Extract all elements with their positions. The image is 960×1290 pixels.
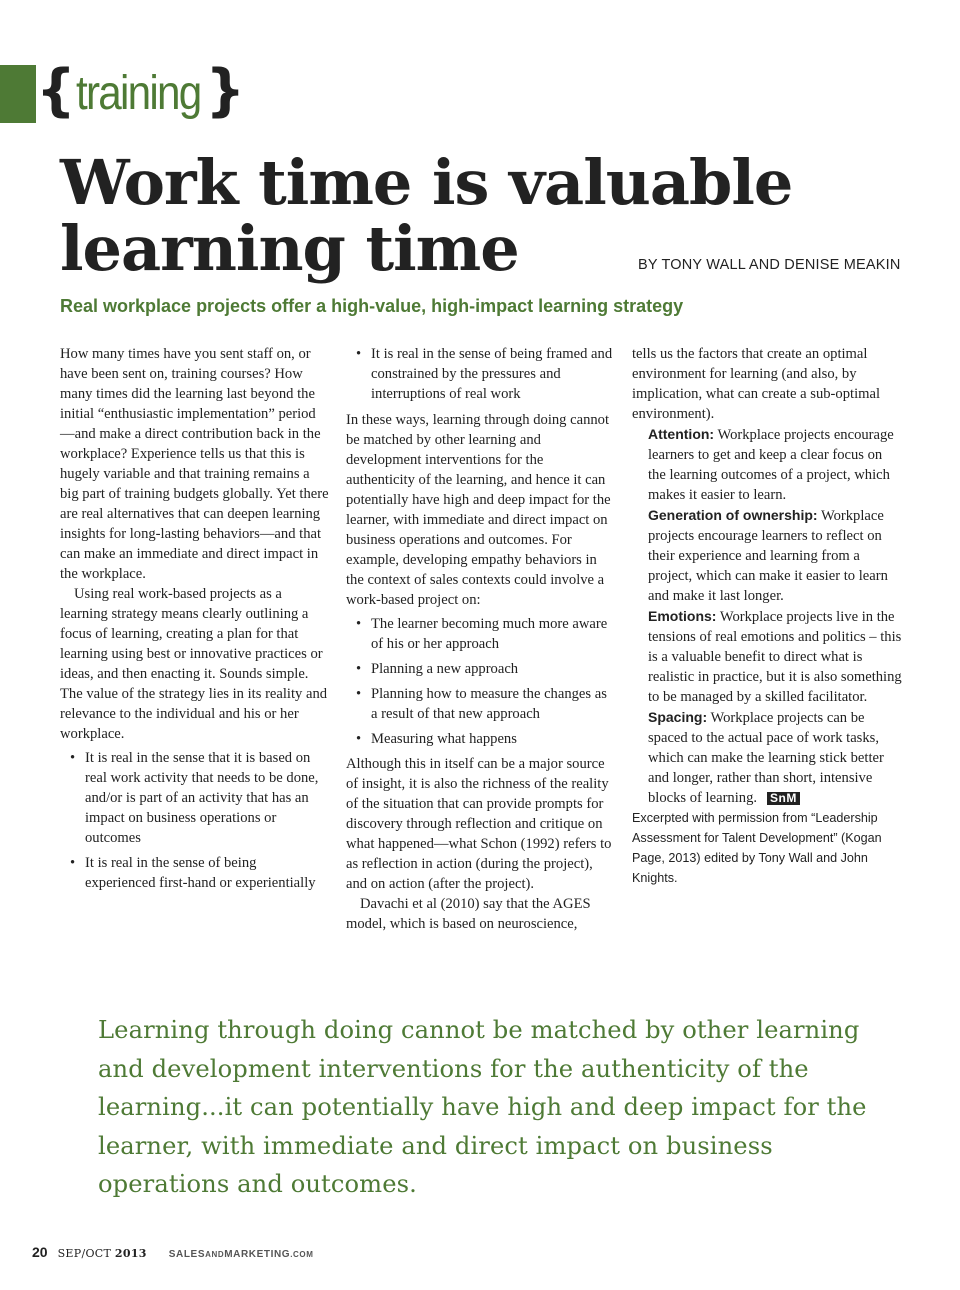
column-2 (346, 344, 614, 934)
site-name-part: SALES (168, 1249, 206, 1260)
page-footer (32, 1244, 313, 1260)
term-text: Workplace projects encourage learners to get and keep a clear focus on the learning outcomes of a project, which makes it easier to learn. (648, 427, 894, 503)
section-label: training (75, 67, 201, 120)
site-name-part: AND (205, 1250, 225, 1259)
site-name-part: .COM (290, 1250, 314, 1259)
paragraph: How many times have you sent staff on, or have been sent on, training courses? How many times did the learning last beyond the initial “enthusiastic implementation” period—and make a direct contribution back in the workplace? Experience tells us that this is hugely variable and that training remains a big part of training budgets globally. Yet there are real alternatives that can deepen learning insights for long-lasting behaviors—and that can make an immediate and direct impact in the workplace. (60, 346, 329, 582)
term-generation-of-ownership (632, 505, 902, 606)
paragraph: In these ways, learning through doing cannot be matched by other learning and development interventions for the authenticity of the learning, and hence it can potentially have high and deep impact for the learner, with immediate and direct impact on business operations and outcomes. For example, developing empathy behaviors in the context of sales contexts could involve a work-based project on: (346, 412, 611, 608)
headline-line-2: learning time (60, 212, 519, 285)
list-item: • It is real in the sense of being experienced first-hand or experientially (60, 853, 330, 893)
term-text: Workplace projects encourage learners to reflect on their experience and learning from a project, which can make it easier to learn and make it last longer. (648, 508, 888, 604)
headline-line-1: Work time is valuable (60, 146, 793, 219)
term-label: Emotions: (648, 608, 717, 624)
byline: BY TONY WALL AND DENISE MEAKIN (638, 257, 901, 273)
section-tag (0, 58, 246, 124)
paragraph: Davachi et al (2010) say that the AGES model, which is based on neuroscience, (346, 896, 591, 932)
excerpt-credit: Excerpted with permission from “Leadership Assessment for Talent Development” (Kogan Page, 2013) edited by Tony Wall and John Knights. (632, 811, 882, 885)
list-item: • It is real in the sense that it is based on real work activity that needs to be done, and/or is part of an activity that has an impact on business operations or outcomes (60, 748, 330, 848)
page-number: 20 (32, 1244, 48, 1260)
term-label: Spacing: (648, 709, 708, 725)
section-brace-close: } (205, 58, 246, 123)
deck: Real workplace projects offer a high-value, high-impact learning strategy (60, 296, 684, 316)
column-1 (60, 344, 330, 898)
pull-quote: Learning through doing cannot be matched by other learning and development interventions for the authenticity of the learning...it can potentially have high and deep impact for the learner, with immediate and direct impact on business operations and outcomes. (98, 1016, 867, 1198)
end-mark-logo: SnM (767, 792, 800, 805)
term-label: Attention: (648, 426, 715, 442)
paragraph: tells us the factors that create an optimal environment for learning (and also, by implication, what can create a sub-optimal environment). (632, 346, 881, 422)
paragraph: Although this in itself can be a major source of insight, it is also the richness of the reality of the situation that can provide prompts for discovery through reflection and critique on what happened—what Schon (1992) refers to as reflection in action (during the project), and on action (after the project). (346, 756, 612, 892)
list-item: • It is real in the sense of being framed and constrained by the pressures and interruptions of real work (346, 344, 614, 404)
term-text: Workplace projects live in the tensions of real emotions and politics – this is a valuable benefit to direct what is realistic in practice, but it is also something to be managed by a skilled facilitator. (648, 609, 902, 705)
section-tag-bar (0, 65, 36, 123)
list-item: • Planning a new approach (346, 659, 614, 679)
list-item: • The learner becoming much more aware of his or her approach (346, 614, 614, 654)
issue-year: 2013 (114, 1247, 147, 1260)
section-brace-open: { (36, 58, 76, 123)
bullet-list (60, 748, 330, 893)
issue-date (58, 1247, 147, 1260)
list-item: • Planning how to measure the changes as a result of that new approach (346, 684, 614, 724)
paragraph: Using real work-based projects as a learning strategy means clearly outlining a focus of learning, creating a plan for that learning using best or innovative practices or ideas, and then enacting it. Sounds simple. The value of the strategy lies in its reality and relevance to the individual and his or her workplace. (60, 586, 328, 742)
term-label: Generation of ownership: (648, 507, 818, 523)
list-item: • Measuring what happens (346, 729, 614, 749)
issue-month: SEP/OCT (57, 1247, 112, 1260)
term-attention (632, 424, 902, 505)
site-name (169, 1249, 314, 1260)
term-text: Workplace projects can be spaced to the actual pace of work tasks, which can make the learning stick better and longer, rather than short, intensive blocks of learning. (648, 710, 884, 806)
bullet-list (346, 614, 614, 749)
column-3 (632, 344, 902, 888)
site-name-part: MARKETING (224, 1249, 291, 1260)
term-emotions (632, 606, 902, 707)
term-spacing (632, 707, 902, 808)
bullet-list (346, 344, 614, 404)
